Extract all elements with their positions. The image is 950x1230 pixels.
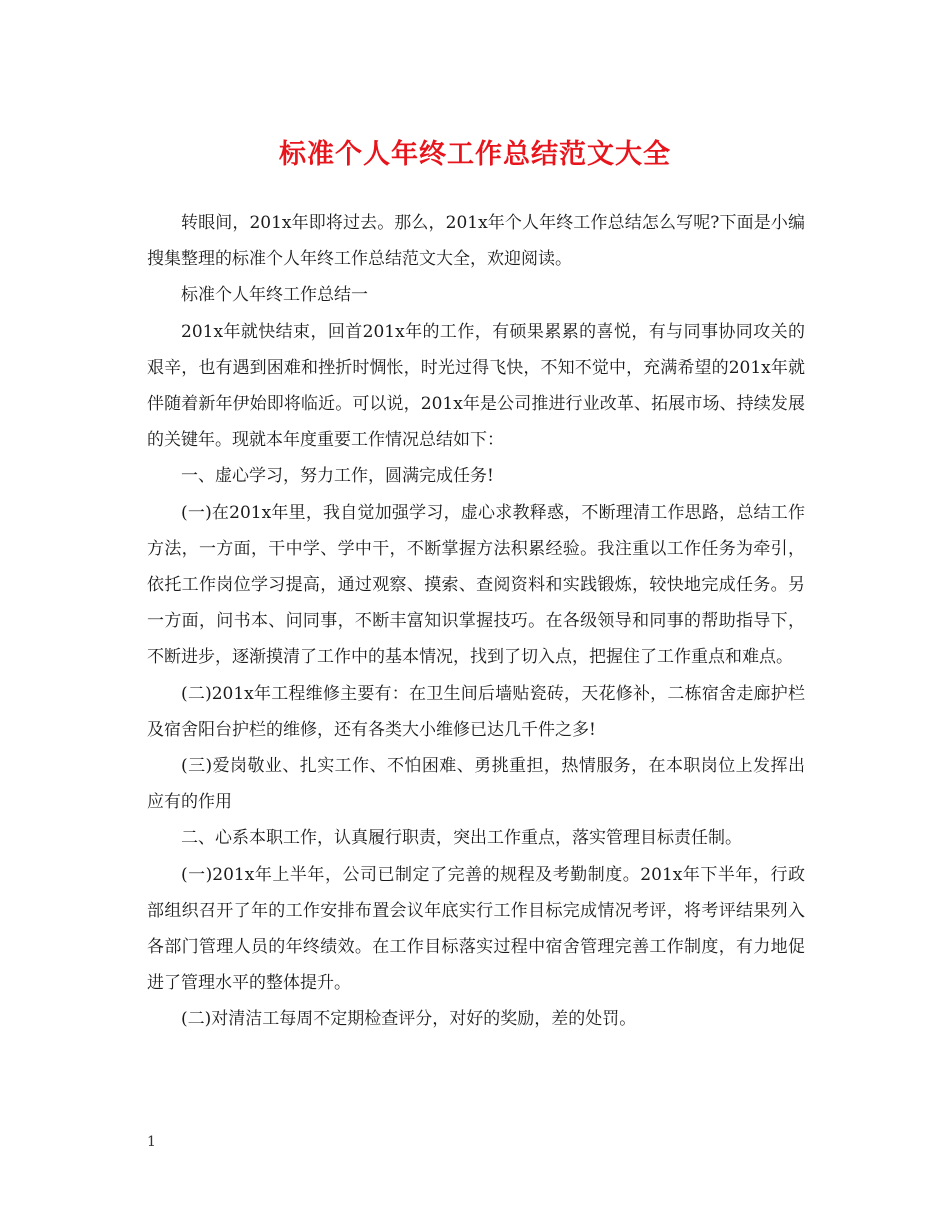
paragraph: (一)在201x年里，我自觉加强学习，虚心求教释惑，不断理清工作思路，总结工作方法，一方面，干中学、学中干，不断掌握方法积累经验。我注重以工作任务为牵引，依托工作岗位学习提高，通过观察、摸索、查阅资料和实践锻炼，较快地完成任务。另一方面，问书本、问同事，不断丰富知识掌握技巧。在各级领导和同事的帮助指导下，不断进步，逐渐摸清了工作中的基本情况，找到了切入点，把握住了工作重点和难点。 (147, 502, 805, 668)
paragraph: 201x年就快结束，回首201x年的工作，有硕果累累的喜悦，有与同事协同攻关的艰辛，也有遇到困难和挫折时惆怅，时光过得飞快，不知不觉中，充满希望的201x年就伴随着新年伊始即将临近。可以说，201x年是公司推进行业改革、拓展市场、持续发展的关键年。现就本年度重要工作情况总结如下： (147, 321, 805, 451)
section-heading: 标准个人年终工作总结一 (181, 285, 368, 306)
page-number: 1 (147, 1134, 156, 1150)
paragraph: (二)201x年工程维修主要有：在卫生间后墙贴瓷砖，天花修补，二栋宿舍走廊护栏及宿舍阳台护栏的维修，还有各类大小维修已达几千件之多! (147, 683, 805, 740)
paragraph-intro: 转眼间，201x年即将过去。那么，201x年个人年终工作总结怎么写呢?下面是小编搜集整理的标准个人年终工作总结范文大全，欢迎阅读。 (147, 213, 805, 270)
paragraph: (二)对清洁工每周不定期检查评分，对好的奖励，差的处罚。 (181, 1009, 637, 1030)
heading-part-two: 二、心系本职工作，认真履行职责，突出工作重点，落实管理目标责任制。 (181, 828, 742, 849)
heading-part-one: 一、虚心学习，努力工作，圆满完成任务! (181, 466, 494, 487)
page-title: 标准个人年终工作总结范文大全 (279, 139, 671, 170)
document-body (147, 205, 805, 1038)
paragraph: (一)201x年上半年，公司已制定了完善的规程及考勤制度。201x年下半年，行政部组织召开了年的工作安排布置会议年底实行工作目标完成情况考评，将考评结果列入各部门管理人员的年终绩效。在工作目标落实过程中宿舍管理完善工作制度，有力地促进了管理水平的整体提升。 (147, 864, 805, 994)
paragraph: (三)爱岗敬业、扎实工作、不怕困难、勇挑重担，热情服务，在本职岗位上发挥出应有的作用 (147, 756, 805, 813)
